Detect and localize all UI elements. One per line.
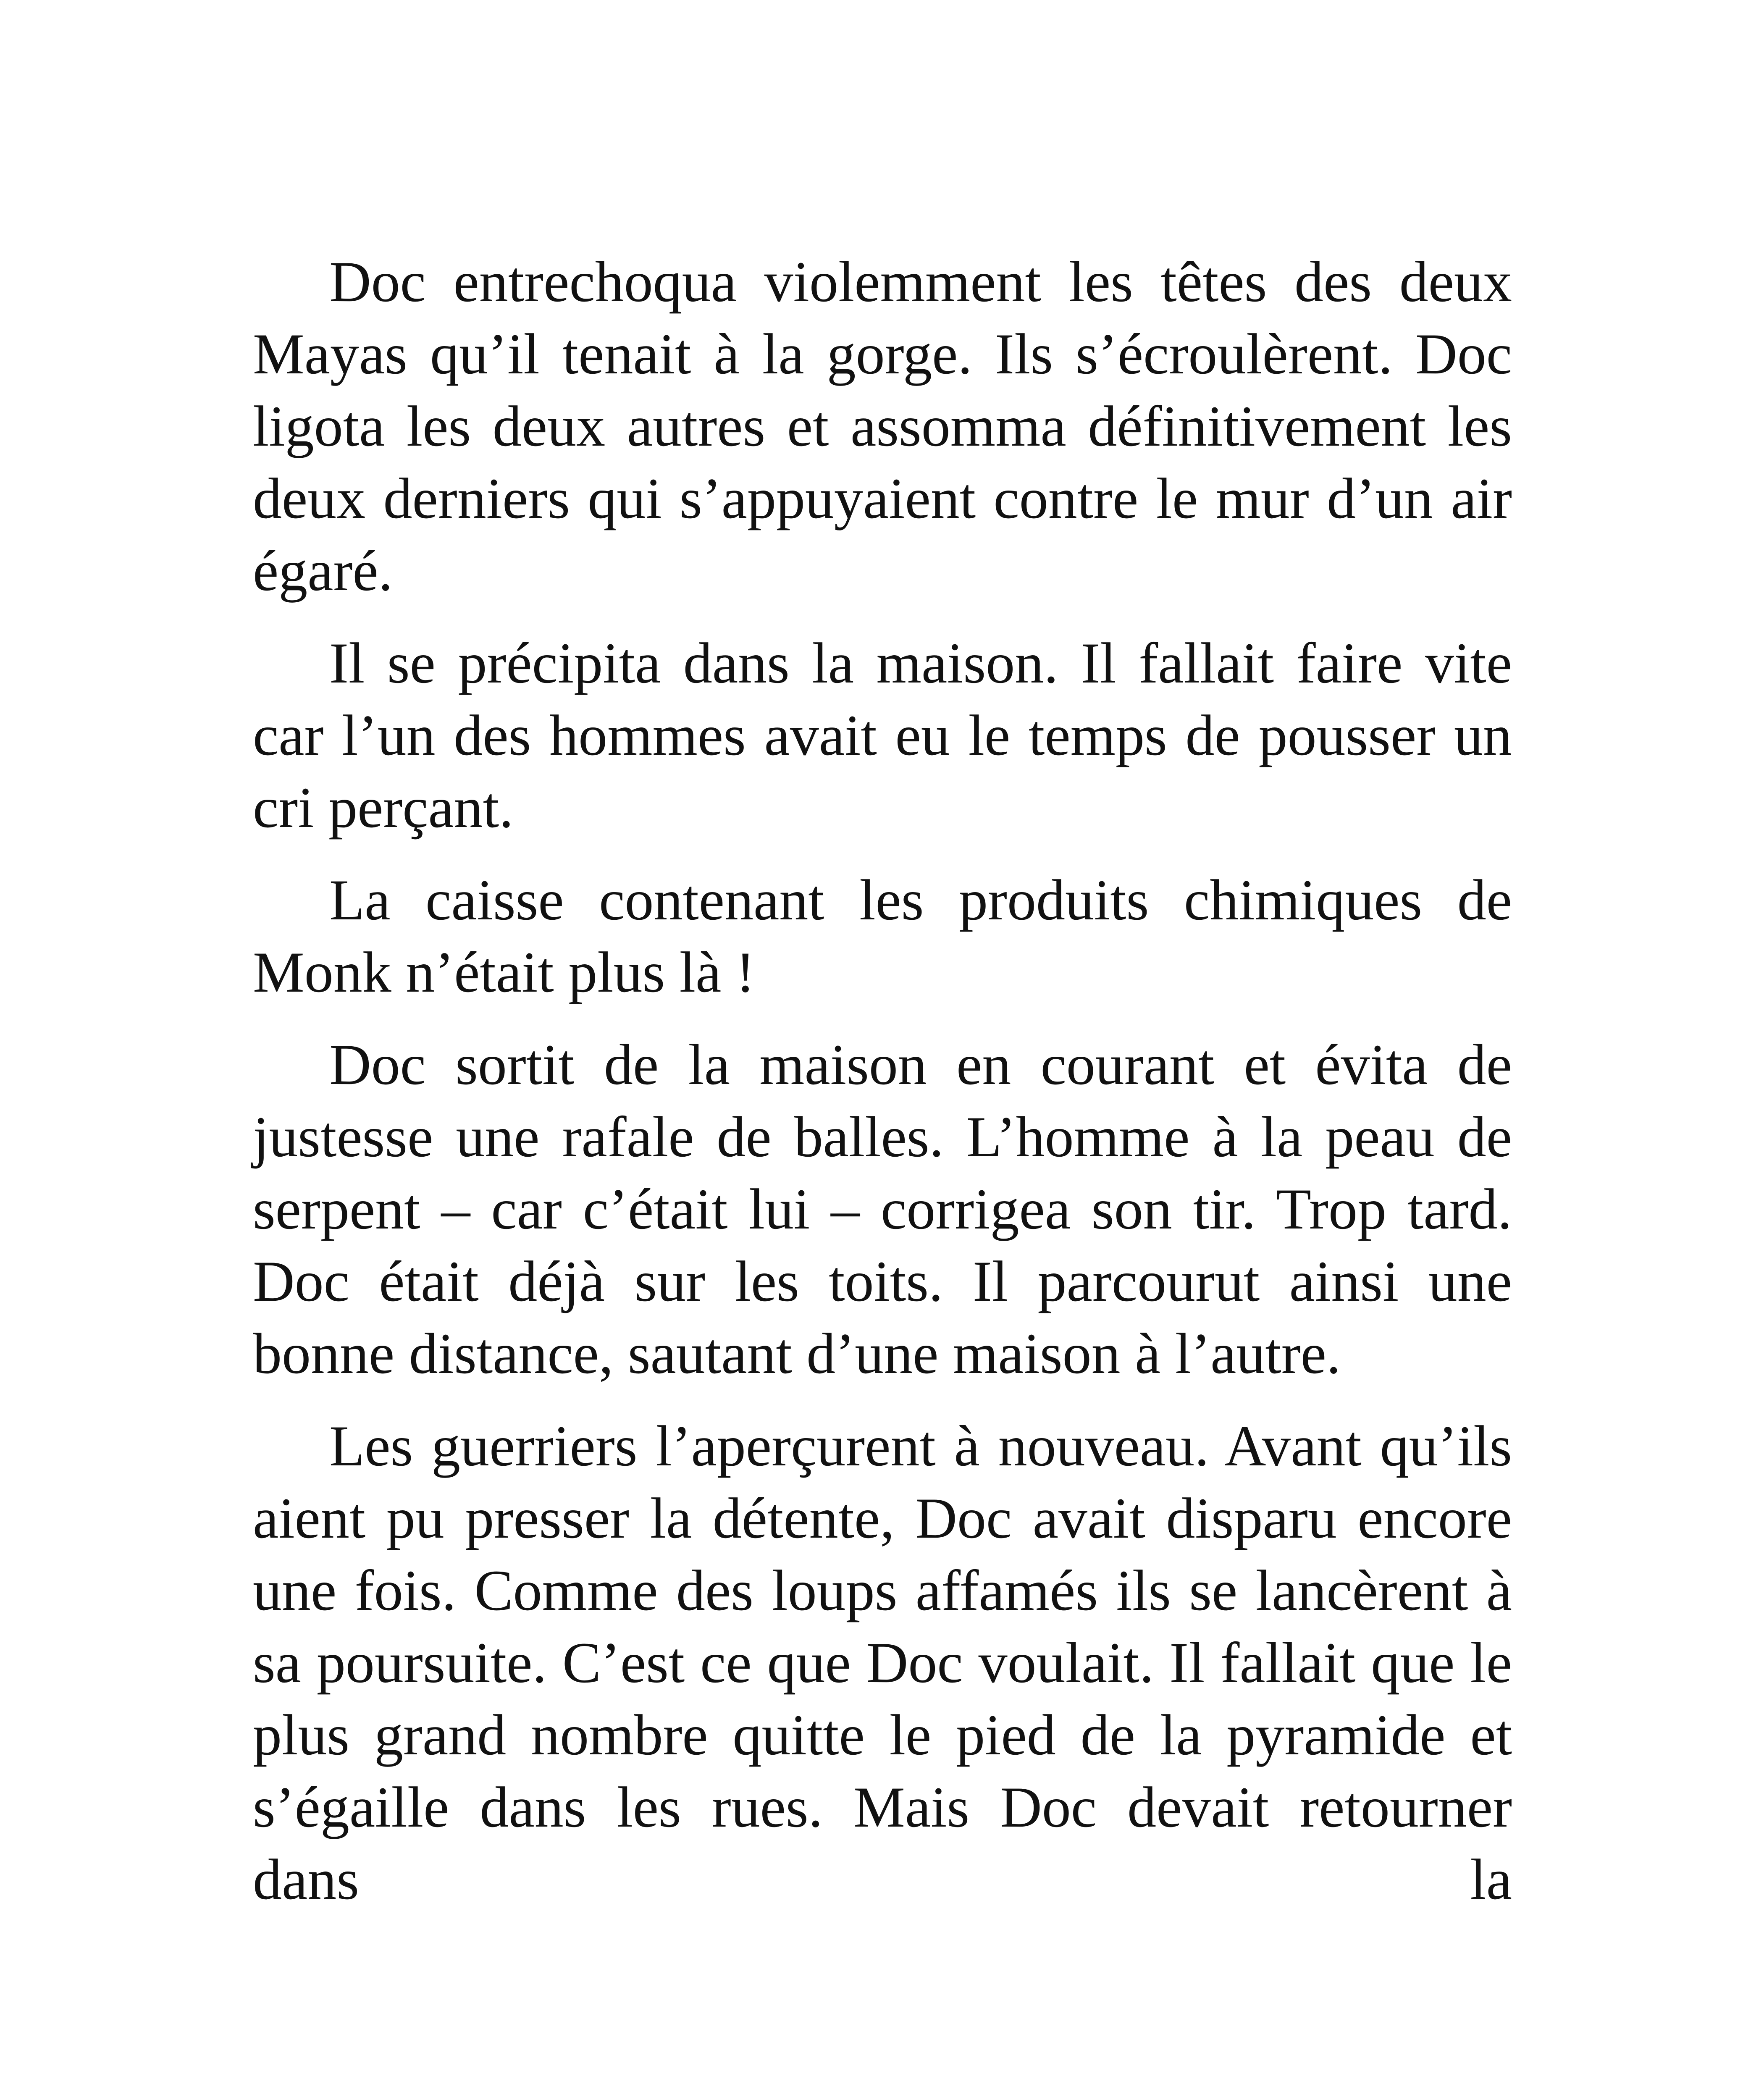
- paragraph: La caisse contenant les produits chimiques de Monk n’était plus là !: [253, 868, 1512, 1004]
- paragraph: Doc entrechoqua violemment les têtes des deux Mayas qu’il tenait à la gorge. Ils s’écroulèrent. Doc ligota les deux autres et assomma définitivement les deux derniers qui s’appuyaient contre le mur d’un air égaré.: [253, 249, 1512, 603]
- paragraph: Doc sortit de la maison en courant et évita de justesse une rafale de balles. L’homme à la peau de serpent – car c’était lui – corrigea son tir. Trop tard. Doc était déjà sur les toits. Il parcourut ainsi une bonne distance, sautant d’une maison à l’autre.: [253, 1032, 1512, 1386]
- paragraph: Les guerriers l’aperçurent à nouveau. Avant qu’ils aient pu presser la détente, Doc avait disparu encore une fois. Comme des loups affamés ils se lancèrent à sa poursuite. C’est ce que Doc voulait. Il fallait que le plus grand nombre quitte le pied de la pyramide et s’égaille dans les rues. Mais Doc devait retourner dans la: [253, 1414, 1512, 1911]
- body-text: [253, 246, 1512, 1916]
- paragraph: Il se précipita dans la maison. Il fallait faire vite car l’un des hommes avait eu le temps de pousser un cri perçant.: [253, 631, 1512, 840]
